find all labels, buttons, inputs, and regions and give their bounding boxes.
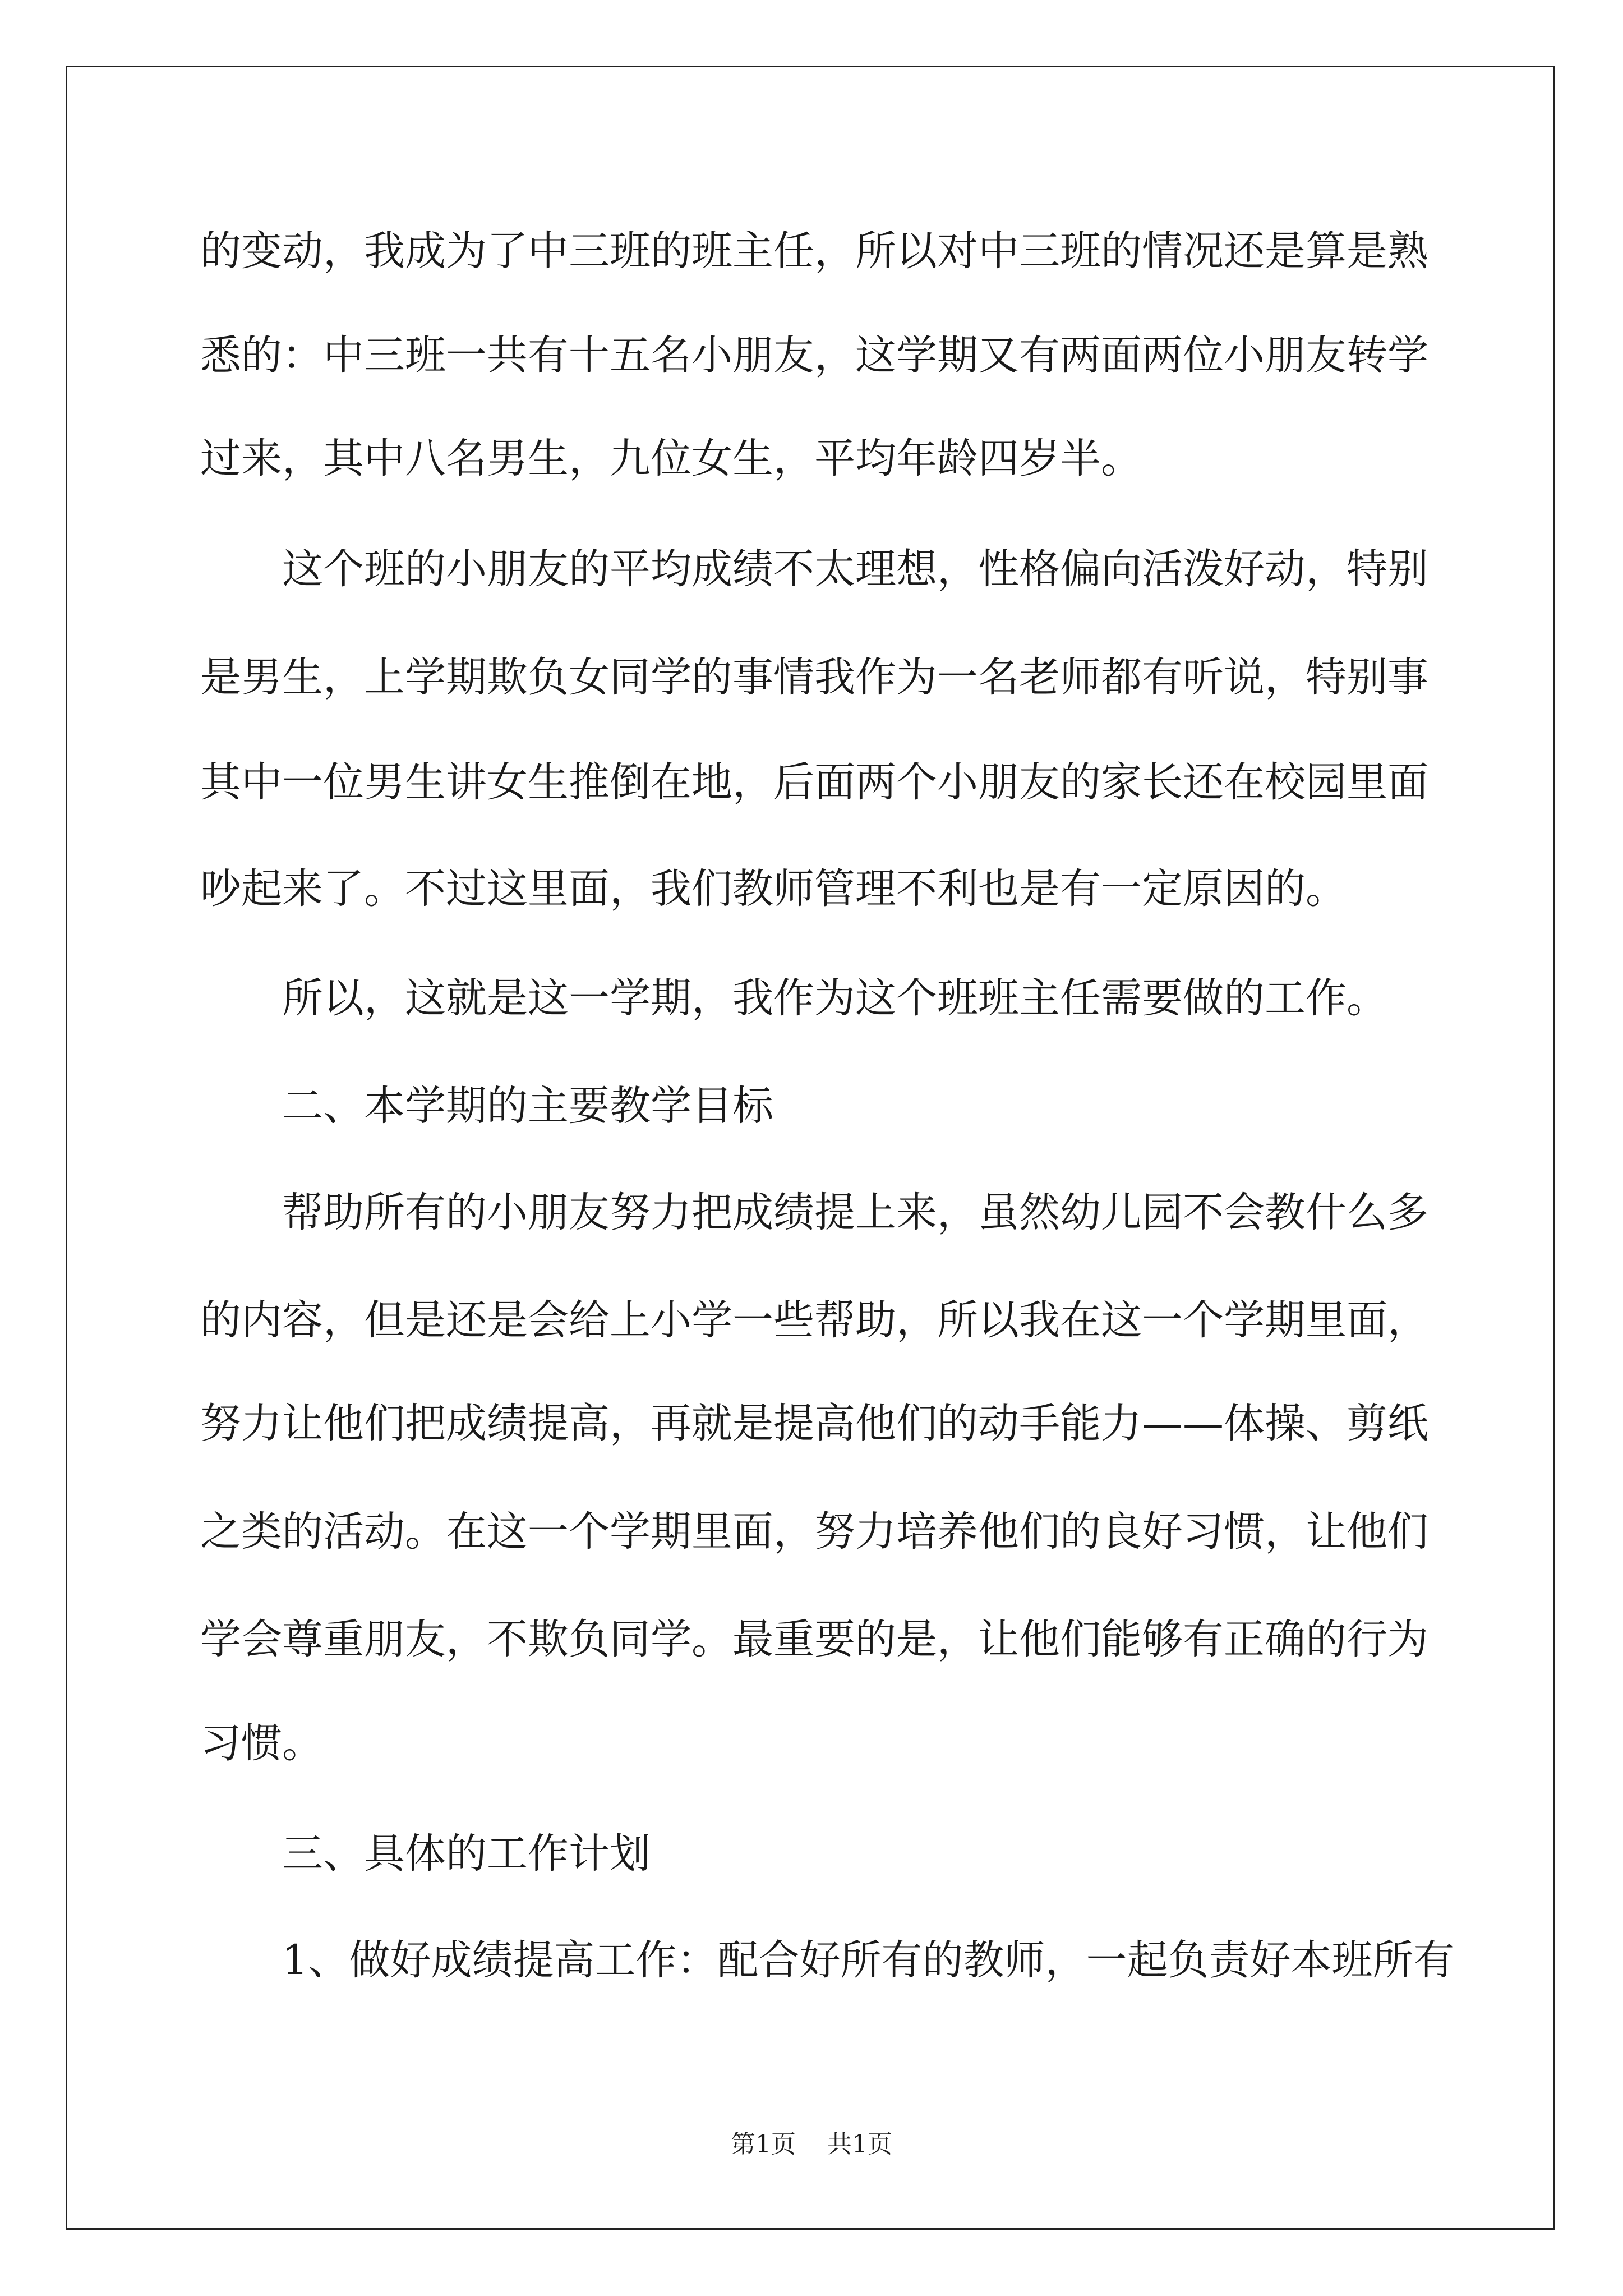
page-footer: 第1页 共1页	[731, 2130, 892, 2159]
text-line: 悉的：中三班一共有十五名小朋友，这学期又有两面两位小朋友转学	[200, 332, 1428, 379]
text-line: 其中一位男生讲女生推倒在地，后面两个小朋友的家长还在校园里面	[200, 758, 1428, 806]
text-line: 是男生，上学期欺负女同学的事情我作为一名老师都有听说，特别事	[200, 654, 1428, 701]
paragraph-first-line: 所以，这就是这一学期，我作为这个班班主任需要做的工作。	[282, 974, 1387, 1022]
text-line: 的内容，但是还是会给上小学一些帮助，所以我在这一个学期里面，	[200, 1296, 1428, 1344]
section-heading: 二、本学期的主要教学目标	[282, 1082, 773, 1130]
text-line: 努力让他们把成绩提高，再就是提高他们的动手能力——体操、剪纸	[200, 1400, 1428, 1447]
paragraph-first-line: 帮助所有的小朋友努力把成绩提上来，虽然幼儿园不会教什么多	[282, 1189, 1428, 1236]
text-line: 习惯。	[200, 1719, 323, 1767]
list-item: 1、做好成绩提高工作：配合好所有的教师，一起负责好本班所有	[282, 1936, 1455, 1984]
text-line: 吵起来了。不过这里面，我们教师管理不利也是有一定原因的。	[200, 865, 1347, 913]
section-heading: 三、具体的工作计划	[282, 1830, 651, 1878]
text-line: 之类的活动。在这一个学期里面，努力培养他们的良好习惯，让他们	[200, 1508, 1428, 1556]
page-border	[66, 66, 1555, 2230]
text-line: 过来，其中八名男生，九位女生，平均年龄四岁半。	[200, 435, 1142, 482]
text-line: 学会尊重朋友，不欺负同学。最重要的是，让他们能够有正确的行为	[200, 1616, 1428, 1663]
paragraph-first-line: 这个班的小朋友的平均成绩不太理想，性格偏向活泼好动，特别	[282, 545, 1428, 593]
text-line: 的变动，我成为了中三班的班主任，所以对中三班的情况还是算是熟	[200, 227, 1428, 275]
